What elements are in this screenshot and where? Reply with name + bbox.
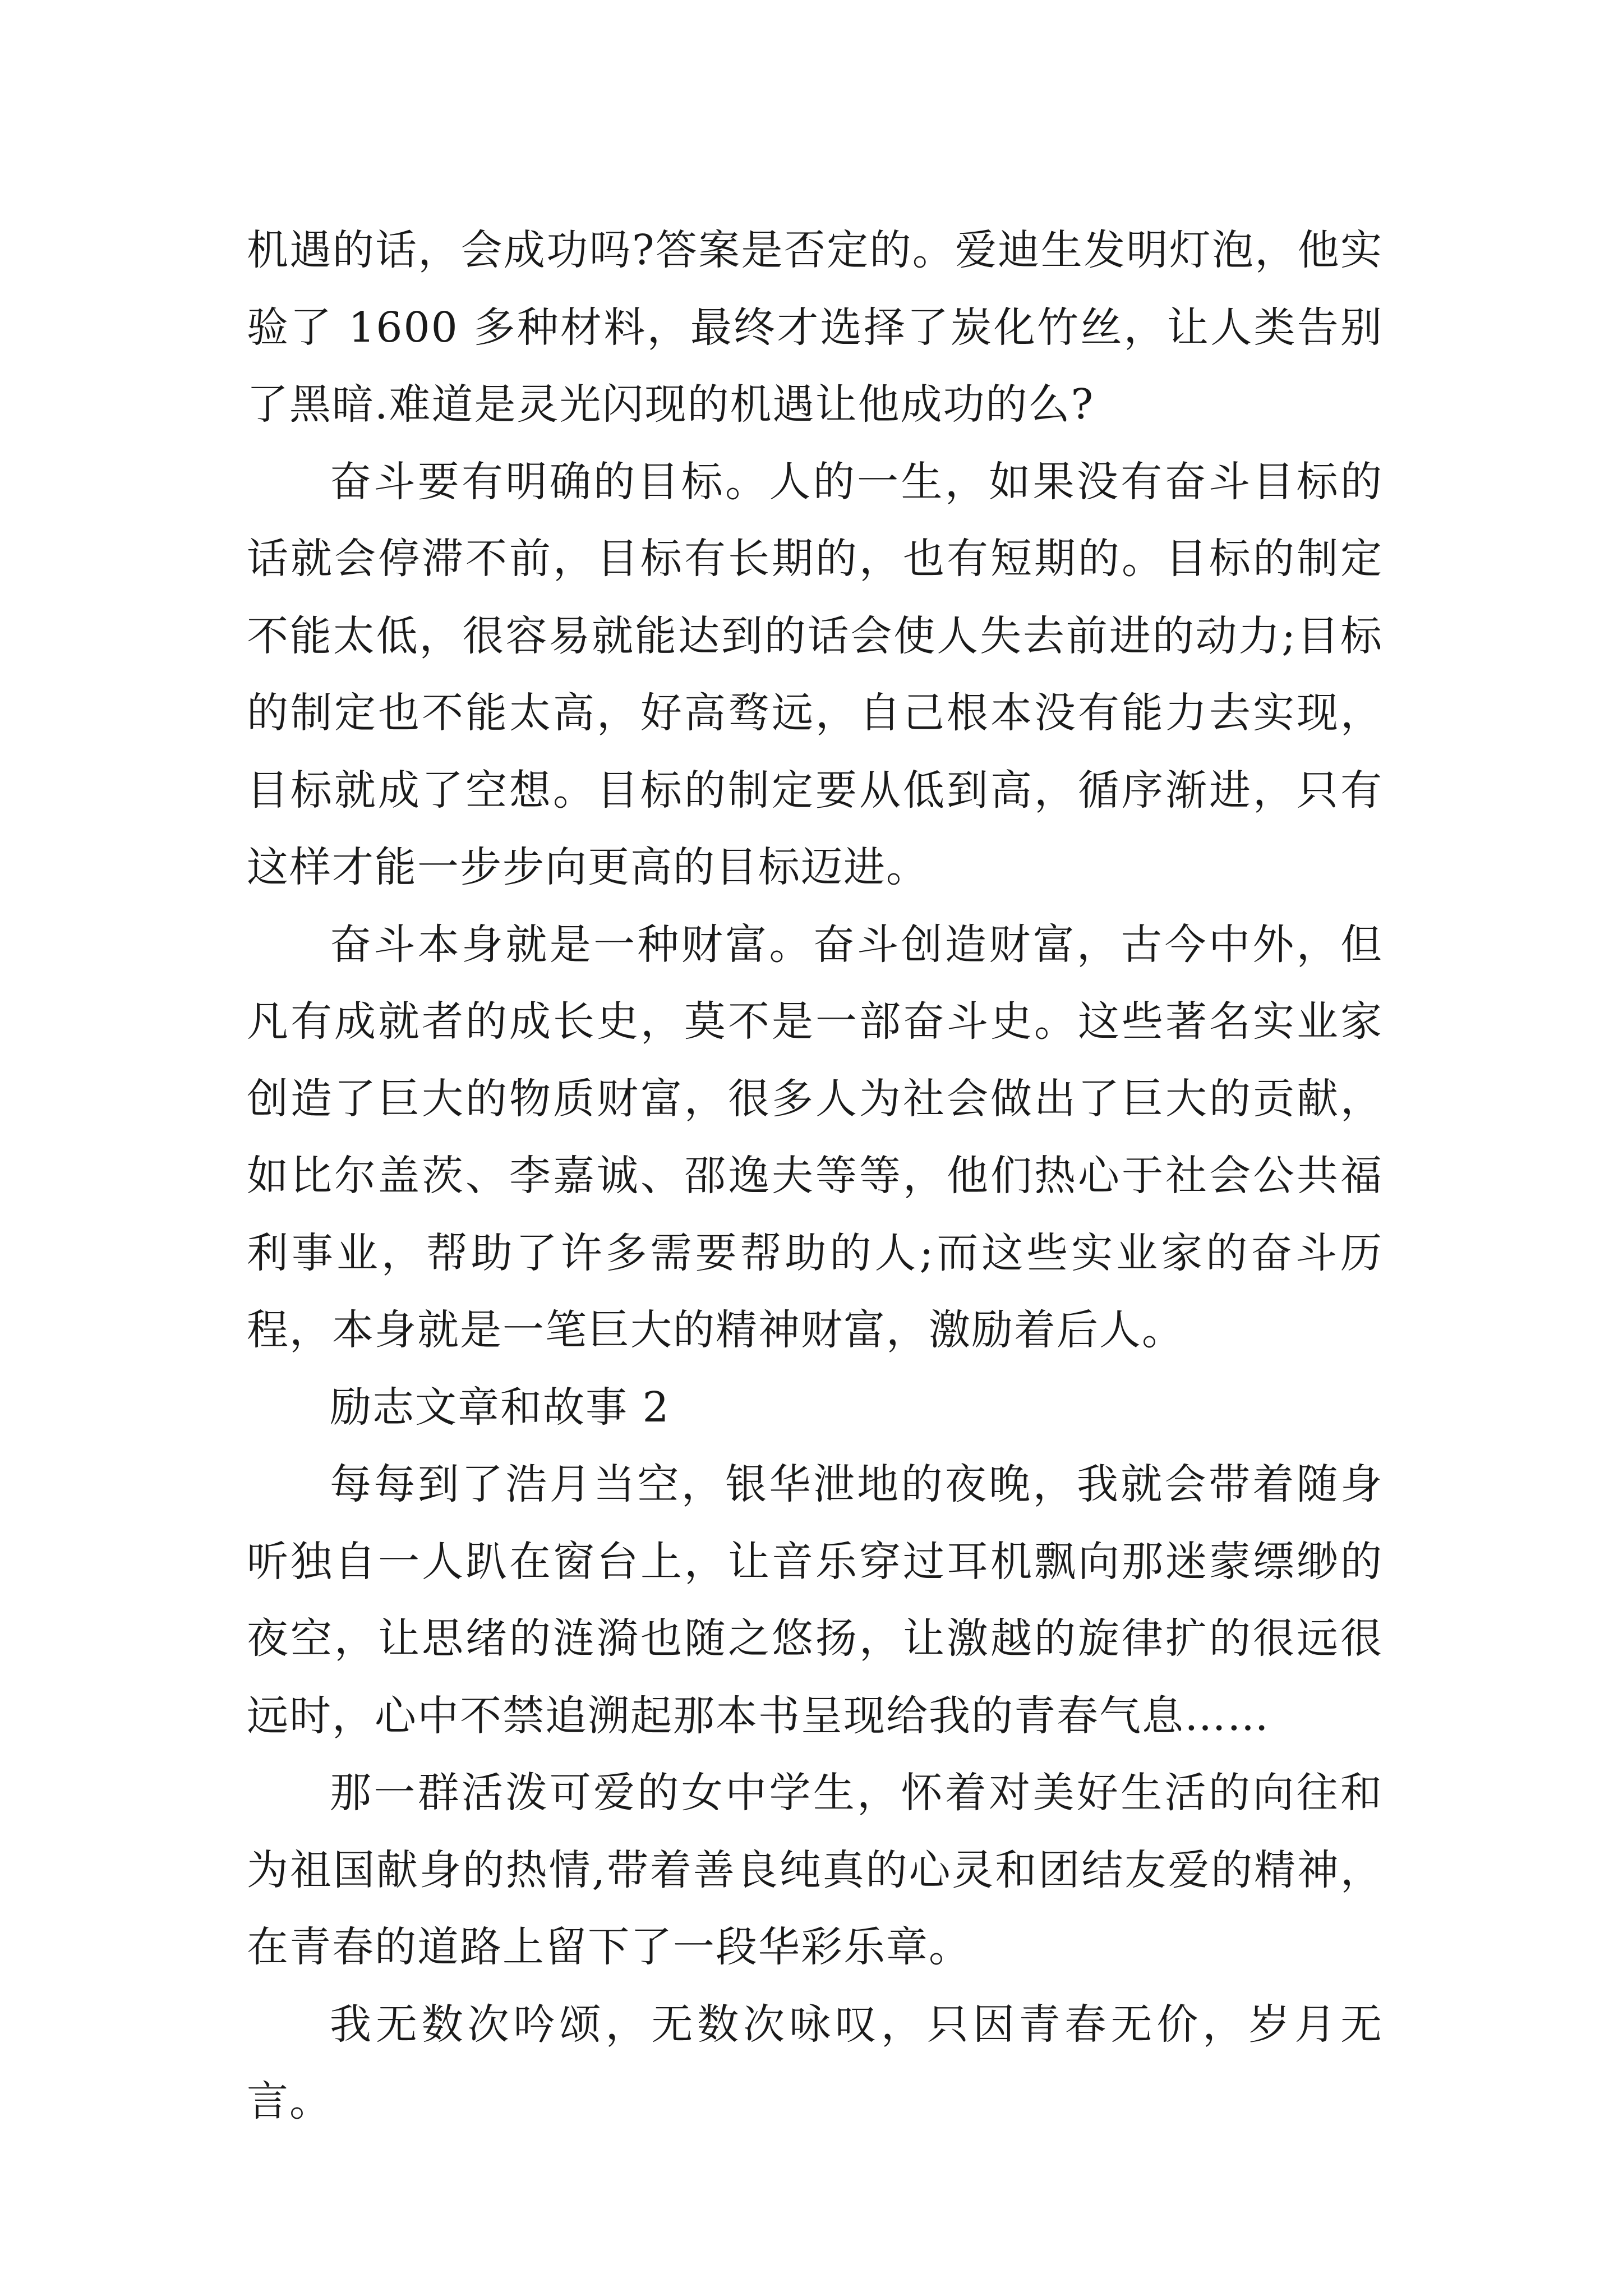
paragraph-wealth: 奋斗本身就是一种财富。奋斗创造财富，古今中外，但凡有成就者的成长史，莫不是一部奋斗史。这些著名实业家创造了巨大的物质财富，很多人为社会做出了巨大的贡献，如比尔盖茨、李嘉诚、邵逸夫等等，他们热心于社会公共福利事业，帮助了许多需要帮助的人;而这些实业家的奋斗历程，本身就是一笔巨大的精神财富，激励着后人。 xyxy=(247,920,1383,1354)
section-heading: 励志文章和故事 2 xyxy=(330,1383,670,1432)
paragraph-youth: 我无数次吟颂，无数次咏叹，只因青春无价，岁月无言。 xyxy=(247,2000,1383,2125)
paragraph-students: 那一群活泼可爱的女中学生，怀着对美好生活的向往和为祖国献身的热情,带着善良纯真的心灵和团结友爱的精神，在青春的道路上留下了一段华彩乐章。 xyxy=(247,1769,1383,1971)
paragraph-goals: 奋斗要有明确的目标。人的一生，如果没有奋斗目标的话就会停滞不前，目标有长期的，也有短期的。目标的制定不能太低，很容易就能达到的话会使人失去前进的动力;目标的制定也不能太高，好高骛远，自己根本没有能力去实现，目标就成了空想。目标的制定要从低到高，循序渐进，只有这样才能一步步向更高的目标迈进。 xyxy=(247,457,1383,891)
paragraph-edison: 机遇的话，会成功吗?答案是否定的。爱迪生发明灯泡，他实验了 1600 多种材料，最终才选择了炭化竹丝，让人类告别了黑暗.难道是灵光闪现的机遇让他成功的么? xyxy=(247,226,1383,429)
paragraph-night: 每每到了浩月当空，银华泄地的夜晚，我就会带着随身听独自一人趴在窗台上，让音乐穿过耳机飘向那迷蒙缥缈的夜空，让思绪的涟漪也随之悠扬，让激越的旋律扩的很远很远时，心中不禁追溯起那本书呈现给我的青春气息…… xyxy=(247,1460,1383,1740)
document-body xyxy=(247,212,1383,2141)
